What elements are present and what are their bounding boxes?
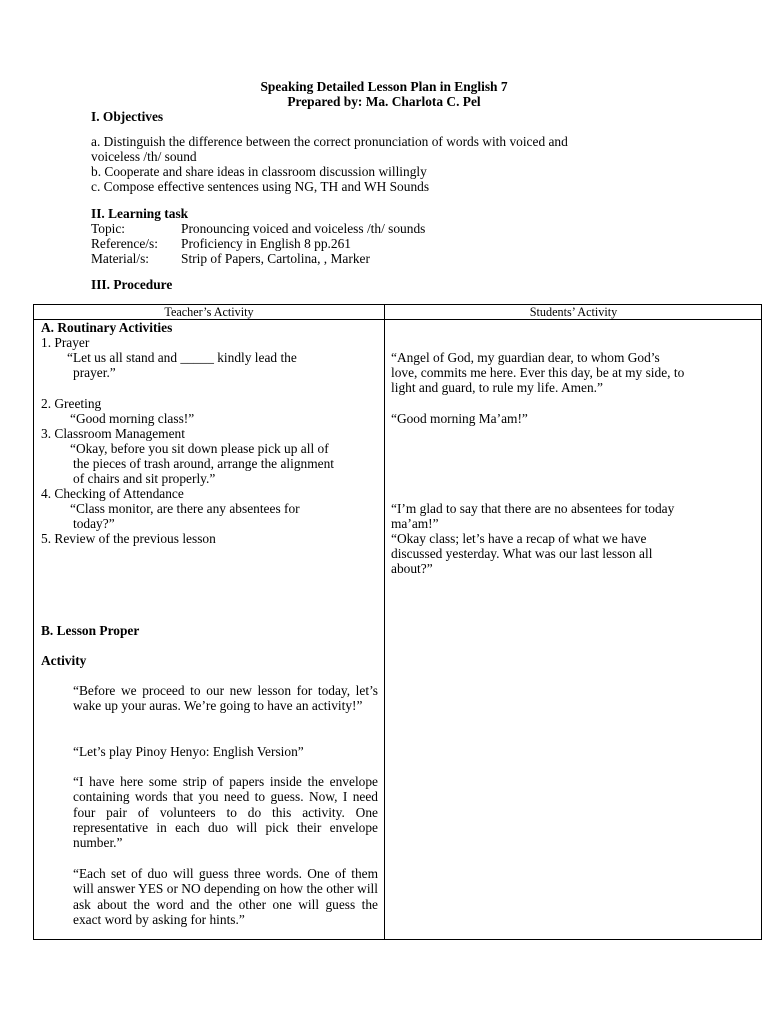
activity-paragraph: “Before we proceed to our new lesson for today, let’s wake up your auras. We’re going to have an activity!” (73, 683, 378, 714)
classroom-teacher-line: “Okay, before you sit down please pick up all of (70, 441, 329, 456)
routinary-heading: A. Routinary Activities (41, 320, 173, 335)
activity-heading: Activity (41, 653, 87, 668)
lesson-proper-heading: B. Lesson Proper (41, 623, 140, 638)
objective-line: b. Cooperate and share ideas in classroom discussion willingly (91, 164, 427, 179)
document-title: Speaking Detailed Lesson Plan in English 7 (260, 79, 508, 94)
attendance-item: 4. Checking of Attendance (41, 486, 184, 501)
learning-task-heading: II. Learning task (91, 206, 189, 221)
activity-paragraph: “I have here some strip of papers inside the envelope containing words that you need to guess. Now, I need four pair of volunteers to do this activity. One representative in each duo will pick their envelope number.” (73, 774, 378, 851)
materials-value: Strip of Papers, Cartolina, , Marker (181, 251, 370, 266)
prayer-students-line: light and guard, to rule my life. Amen.” (391, 380, 603, 395)
reference-value: Proficiency in English 8 pp.261 (181, 236, 351, 251)
objective-line: a. Distinguish the difference between the correct pronunciation of words with voiced and (91, 134, 568, 149)
students-column-header: Students’ Activity (529, 305, 618, 319)
prayer-item: 1. Prayer (41, 335, 90, 350)
prayer-students-line: “Angel of God, my guardian dear, to whom God’s (391, 350, 660, 365)
procedure-table (33, 304, 762, 940)
greeting-teacher-line: “Good morning class!” (70, 411, 195, 426)
classroom-management-item: 3. Classroom Management (41, 426, 185, 441)
classroom-teacher-line: the pieces of trash around, arrange the alignment (73, 456, 335, 471)
teacher-column-header: Teacher’s Activity (164, 305, 254, 319)
review-students-line: discussed yesterday. What was our last lesson all (391, 546, 653, 561)
review-students-line: “Okay class; let’s have a recap of what we have (391, 531, 647, 546)
attendance-teacher-line: “Class monitor, are there any absentees for (70, 501, 300, 516)
attendance-teacher-line: today?” (73, 516, 115, 531)
objectives-heading: I. Objectives (91, 109, 164, 124)
reference-label: Reference/s: (91, 236, 158, 251)
prayer-teacher-line: prayer.” (73, 365, 116, 380)
procedure-heading: III. Procedure (91, 277, 173, 292)
materials-label: Material/s: (91, 251, 150, 266)
prayer-students-line: love, commits me here. Ever this day, be at my side, to (391, 365, 685, 380)
classroom-teacher-line: of chairs and sit properly.” (73, 471, 216, 486)
greeting-item: 2. Greeting (41, 396, 102, 411)
attendance-students-line: ma’am!” (391, 516, 439, 531)
topic-label: Topic: (91, 221, 126, 236)
objective-line: voiceless /th/ sound (91, 149, 197, 164)
topic-value: Pronouncing voiced and voiceless /th/ sounds (181, 221, 426, 236)
greeting-students-line: “Good morning Ma’am!” (391, 411, 528, 426)
review-students-line: about?” (391, 561, 433, 576)
activity-paragraph: “Each set of duo will guess three words. One of them will answer YES or NO depending on how the other will ask about the word and the other one will guess the exact word by asking for hints.” (73, 866, 378, 927)
prepared-by: Prepared by: Ma. Charlota C. Pel (287, 94, 481, 109)
column-divider (384, 305, 385, 939)
activity-paragraph: “Let’s play Pinoy Henyo: English Version” (73, 744, 304, 759)
objective-line: c. Compose effective sentences using NG, TH and WH Sounds (91, 179, 430, 194)
prayer-teacher-line: “Let us all stand and _____ kindly lead the (67, 350, 297, 365)
review-item: 5. Review of the previous lesson (41, 531, 216, 546)
attendance-students-line: “I’m glad to say that there are no absentees for today (391, 501, 675, 516)
